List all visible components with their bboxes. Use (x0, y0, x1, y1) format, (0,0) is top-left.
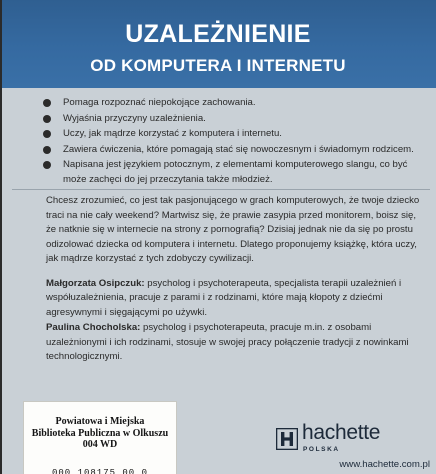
feature-item (43, 143, 423, 158)
bullet-icon (43, 99, 51, 107)
bullet-icon (43, 161, 51, 169)
section-divider (12, 189, 430, 190)
feature-item (43, 112, 423, 127)
blurb-paragraph: Chcesz zrozumieć, co jest tak pasjonującego w grach komputerowych, że twoje dziecko traci na nie cały weekend? Martwisz się, że prawie zasypia przed monitorem, boisz się, że natknie się w internecie na strony z pornografią? Dzisiaj jednak nie da się po prostu odizolować dziecka od komputera i internetu. Dlatego proponujemy książkę, która uczy, jak mądrze korzystać z tych zdobyczy cywilizacji. (46, 195, 420, 265)
feature-item (43, 158, 423, 187)
author-bios (46, 277, 428, 365)
bullet-icon (43, 115, 51, 123)
bullet-icon (43, 146, 51, 154)
bullet-icon (43, 130, 51, 138)
library-name-line1: Powiatowa i Miejska (55, 416, 145, 427)
feature-item (43, 96, 423, 111)
author-description: psycholog i psychoterapeuta, specjalista terapii uzależnień i współuzależnienia, pracuje z parami i z rodzinami, które mają kłopoty z dziećmi agresywnymi i sięgającymi po używki. (46, 278, 402, 318)
feature-text: Napisana jest językiem potocznym, z elementami komputerowego slangu, co być może zachęci do jej przeczytania także młodzież. (63, 159, 408, 185)
barcode-number: 000 108175 00 0 (51, 468, 148, 474)
author-bio (46, 277, 428, 320)
feature-text: Uczy, jak mądrze korzystać z komputera i internetu. (63, 128, 282, 140)
author-description: psycholog i psychoterapeuta, pracuje m.in. z osobami uzależnionymi i ich rodzinami, stosuje w swojej pracy połączenie tradycji z nowinkami technologicznymi. (46, 322, 409, 363)
author-name: Paulina Chocholska: (46, 322, 141, 334)
author-bio (46, 321, 428, 364)
feature-text: Zawiera ćwiczenia, które pomagają stać się nowoczesnym i świadomym rodzicem. (63, 143, 414, 155)
publisher-country: POLSKA (303, 446, 340, 453)
hachette-h-logo-icon (276, 428, 298, 450)
publisher-block (270, 416, 430, 474)
book-subtitle: OD KOMPUTERA I INTERNETU (90, 56, 346, 75)
publisher-name: hachette (302, 421, 381, 444)
feature-item (43, 127, 423, 142)
feature-list (43, 96, 423, 189)
feature-text: Wyjaśnia przyczyny uzależnienia. (63, 112, 206, 124)
feature-text: Pomaga rozpoznać niepokojące zachowania. (63, 97, 256, 108)
book-title: UZALEŻNIENIE (125, 20, 311, 48)
library-shelf-code: 004 WD (82, 439, 118, 450)
publisher-website: www.hachette.com.pl (339, 459, 430, 470)
library-name-line2: Biblioteka Publiczna w Olkuszu (31, 427, 169, 439)
library-sticker (24, 402, 176, 474)
author-name: Małgorzata Osipczuk: (46, 278, 145, 289)
